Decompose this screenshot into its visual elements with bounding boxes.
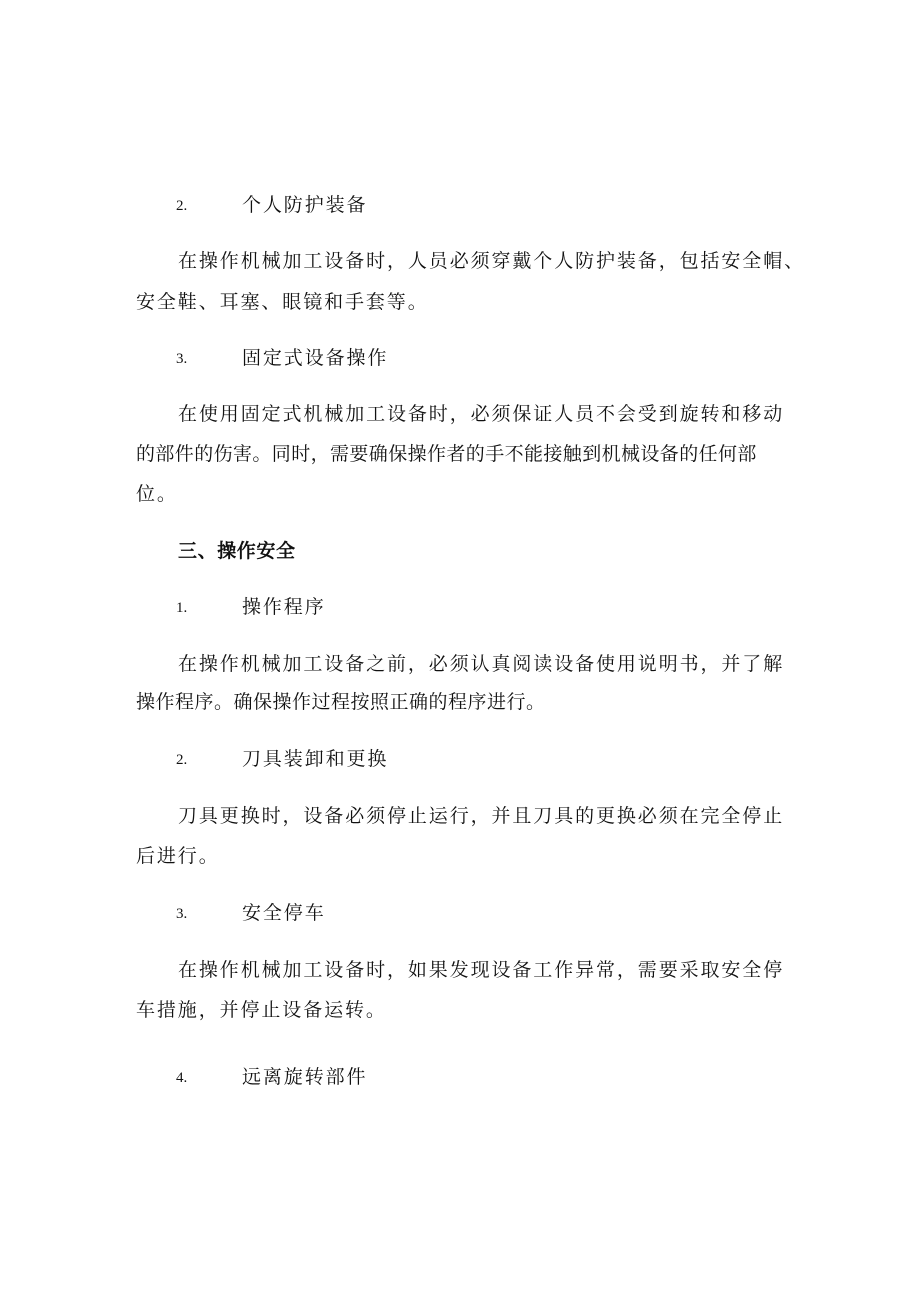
paragraph-line: 刀具更换时，设备必须停止运行，并且刀具的更换必须在完全停止 xyxy=(178,805,785,827)
item-title: 安全停车 xyxy=(242,902,326,924)
item-title: 固定式设备操作 xyxy=(242,347,389,369)
section-heading: 三、操作安全 xyxy=(178,540,296,562)
paragraph-line: 车措施，并停止设备运转。 xyxy=(136,999,387,1021)
paragraph-line: 在使用固定式机械加工设备时，必须保证人员不会受到旋转和移动 xyxy=(178,403,785,425)
paragraph-line: 在操作机械加工设备时，如果发现设备工作异常，需要采取安全停 xyxy=(178,959,785,981)
item-title: 刀具装卸和更换 xyxy=(242,748,389,770)
item-number: 4. xyxy=(176,1070,188,1086)
item-number: 1. xyxy=(176,600,188,616)
paragraph-line: 在操作机械加工设备之前，必须认真阅读设备使用说明书，并了解 xyxy=(178,653,785,675)
paragraph-line: 操作程序。确保操作过程按照正确的程序进行。 xyxy=(136,691,546,713)
paragraph-line: 在操作机械加工设备时，人员必须穿戴个人防护装备，包括安全帽、 xyxy=(178,250,806,272)
paragraph-line: 的部件的伤害。同时，需要确保操作者的手不能接触到机械设备的任何部 xyxy=(136,443,757,465)
item-title: 远离旋转部件 xyxy=(242,1066,368,1088)
item-title: 操作程序 xyxy=(242,596,326,618)
paragraph-line: 后进行。 xyxy=(136,845,220,867)
paragraph-line: 位。 xyxy=(136,483,178,505)
item-number: 2. xyxy=(176,198,188,214)
paragraph-line: 安全鞋、耳塞、眼镜和手套等。 xyxy=(136,291,429,313)
item-title: 个人防护装备 xyxy=(242,194,368,216)
item-number: 3. xyxy=(176,906,188,922)
item-number: 3. xyxy=(176,351,188,367)
item-number: 2. xyxy=(176,752,188,768)
